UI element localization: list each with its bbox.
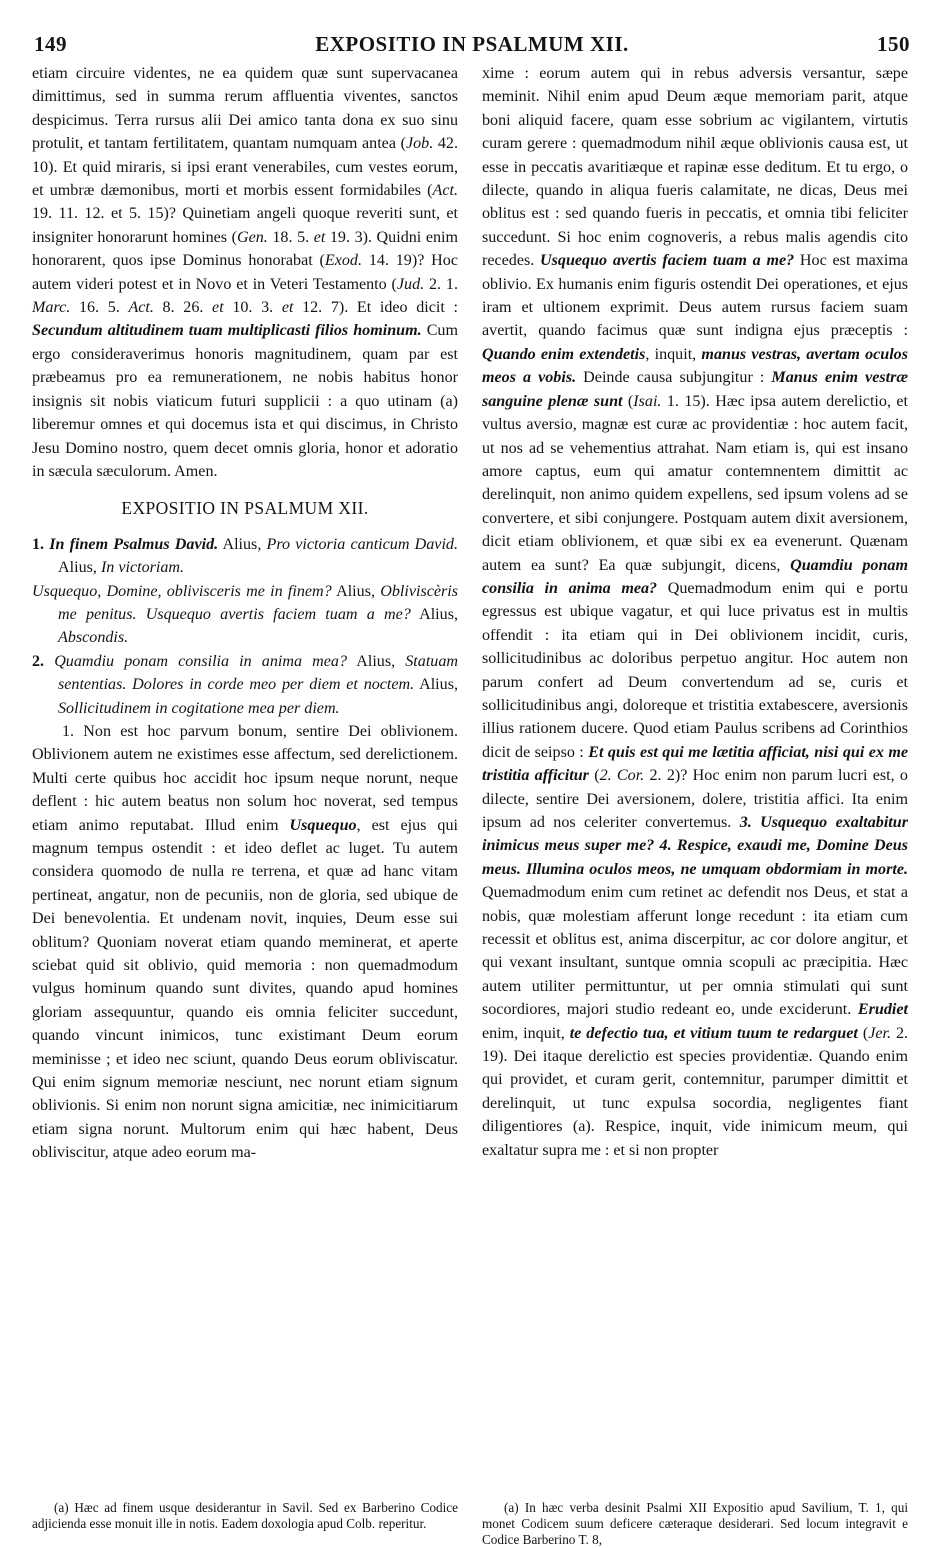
running-head xyxy=(34,30,910,60)
verse-2: 2. Quamdiu ponam consilia in anima mea? Alius, Statuam sententias. Dolores in corde meo per diem et noctem. Alius, Sollicitudinem in cogitatione mea per diem. xyxy=(32,652,459,717)
right-column xyxy=(482,62,908,1162)
footnote-left-text: (a) Hæc ad finem usque desiderantur in Savil. Sed ex Barberino Codice adjicienda esse monuit ille in notis. Eadem doxologia apud Colb. reperitur. xyxy=(32,1500,458,1531)
page-number-left: 149 xyxy=(34,32,67,56)
running-title: EXPOSITIO IN PSALMUM XII. xyxy=(315,32,629,56)
page-number-right: 150 xyxy=(877,32,910,56)
verse-1: 1. In finem Psalmus David. Alius, Pro victoria canticum David. Alius, In victoriam. xyxy=(32,535,458,577)
verse-1-continued: Usquequo, Domine, oblivisceris me in finem? Alius, Obliviscèris me penitus. Usquequo avertis faciem tuam a me? Alius, Abscondis. xyxy=(32,582,458,647)
footnote-right xyxy=(482,1500,908,1548)
continued-paragraph: etiam circuire videntes, ne ea quidem quæ sunt supervacanea dimittimus, sed in summa rerum affluentia viventes, sanctos despicimus. Terra rursus alii Dei amico tanta dona ex suo sinu protulit, et tantam fertilitatem, quantam numquam antea (Job. 42. 10). Et quid miraris, si ipsi erant venerabiles, cum vestes eorum, et umbræ dæmonibus, morti et morbis essent formidabiles (Act. 19. 11. 12. et 5. 15)? Quinetiam angeli quoque reveriti sunt, et insigniter honorarunt homines (Gen. 18. 5. et 19. 3). Quidni enim honorarent, quos ipse Dominus honorabat (Exod. 14. 19)? Hoc autem videri potest et in Novo et in Veteri Testamento (Jud. 2. 1. Marc. 16. 5. Act. 8. 26. et 10. 3. et 12. 7). Et ideo dicit : Secundum altitudinem tuam multiplicasti filios hominum. Cum ergo consideraverimus honoris magnitudinem, quam par est præbeamus pro ea remunerationem, ne nobis habitus honor insignis sit nobis viaticum futuri supplicii : a quo utinam (a) liberemur omnes et qui docemus ista et qui discimus, in Christo Jesu Domino nostro, quem decet omnis gloria, honor et adoratio in sæcula sæculorum. Amen. xyxy=(32,65,458,480)
footnote-right-text: (a) In hæc verba desinit Psalmi XII Expositio apud Savilium, T. 1, qui monet Codicem suum deficere cæteraque desiderari. Sed locum integravit e Codice Barberino T. 8, xyxy=(482,1500,908,1547)
footnote-left xyxy=(32,1500,458,1532)
section-title: EXPOSITIO IN PSALMUM XII. xyxy=(121,498,369,519)
commentary-paragraph: 1. Non est hoc parvum bonum, sentire Dei oblivionem. Oblivionem autem ne existimes esse affectum, sed derelictionem. Multi certe quibus hoc accidit hoc ipsum neque norunt, neque deflent : hic autem beatus non solum hoc noverat, sed tempus etiam animo reputabat. Illud enim Usquequo, est ejus qui magnum tempus ostendit : et ideo deflet ac luget. Tu autem considera quomodo de nulla re terrena, et quæ ad hanc vitam pertineat, angatur, non de pecuniis, non de gloria, sed ubique de Dei benevolentia. Et undenam novit, inquies, Deum esse sui oblitum? Quoniam noverat etiam quando meminerat, et aperte sciebat quid sit oblivio, quid memoria : non quemadmodum vulgus hominum quando sunt divites, quando apud homines gloriam assequuntur, quando eis omnia feliciter succedunt, quando vincunt inimicos, tunc existimant Deum eorum meminisse ; et ideo nec sciunt, quando Deus eorum obliviscatur. Qui enim signum memoriæ nesciunt, nec norunt etiam signum oblivionis. Si enim non norunt signa amicitiæ, nec inimicitiarum etiam signa norunt. Multorum enim qui hæc habent, Deus obliviscitur, atque adeo eorum ma- xyxy=(32,722,458,1162)
left-column xyxy=(32,62,458,1165)
right-column-text: xime : eorum autem qui in rebus adversis versantur, sæpe meminit. Nihil enim apud Deum æque memoriam parit, atque boni aliquid facere, quam esse sobrium ac vigilantem, virtutis curam gerere : quemadmodum nihil æque oblivionis causa est, ut esse in peccatis avaritiæque et rapinæ esse deditum. Et tu ergo, o dilecte, quando in aliqua fueris calamitate, ne dicas, Deus mei oblitus est : sed quando fueris in peccatis, et omnia tibi feliciter succedunt. Si hoc enim cognoveris, a rebus malis agendis cito recedes. Usquequo avertis faciem tuam a me? Hoc est maxima oblivio. Ex humanis enim figuris ostendit Dei operationes, et ejus iram et ultionem exprimit. Deus autem rursus faciem suam avertit, quando facimus quæ sunt indigna ejus præceptis : Quando enim extendetis, inquit, manus vestras, avertam oculos meos a vobis. Deinde causa subjungitur : Manus enim vestræ sanguine plenæ sunt (Isai. 1. 15). Hæc ipsa autem derelictio, et vultus aversio, magnæ est curæ ac providentiæ : hoc autem facit, ut nos ad se vehementius attrahat. Nam etiam is, qui est insano amore captus, eum qui amatur contemnentem dimittit ac derelinquit, non animo quidem expellens, sed ipsum volens ad se convertere, et sibi conjungere. Postquam autem dixit aversionem, dicit etiam oblivionem, et quæ sibi ex ea evenerunt. Quænam autem ea sunt? Ea quæ subjungit, dicens, Quamdiu ponam consilia in anima mea? Quemadmodum enim qui e portu egressus est ubique vagatur, et qui luce privatus est in multis offendit : ita etiam qui in Dei oblivionem incidit, curis, sollicitudinibus ac doloribus perpetuo angitur. Hoc autem non parum confert ad Deum convertendum ad se, curis et sollicitudinibus angi, doloreque et tristitia extabescere, aversionis illius rationem ducere. Quod etiam Paulus scribens ad Corinthios dicit de seipso : Et quis est qui me lætitia afficiat, nisi qui ex me tristitia afficitur (2. Cor. 2. 2)? Hoc enim non parum lucri est, o dilecte, sentire Dei aversionem, dolere, tristitia affici. Ita enim ipsum ad nos celeriter convertemus. 3. Usquequo exaltabitur inimicus meus super me? 4. Respice, exaudi me, Domine Deus meus. Illumina oculos meos, ne umquam obdormiam in morte. Quemadmodum enim cum retinet ac defendit nos Deus, et stat a nobis, quæ molestiam afferunt longe recedunt : ita etiam cum recessit et oblitus est, anima discerpitur, ac cor dolore angitur, et qui vexant insultant, suntque omnia scopuli ac præcipitia. Hæc autem utiliter permittuntur, ut per omnia stimulati qui sunt socordiores, majori studio redeant eo, unde exciderunt. Erudiet enim, inquit, te defectio tua, et vitium tuum te redarguet (Jer. 2. 19). Dei itaque derelictio est species providentiæ. Quando enim qui providet, et curam gerit, contemnitur, parumper dimittit et derelinquit, ut tunc expulsa socordia, negligentes fiant diligentiores (a). Respice, inquit, vide inimicum meum, qui exaltatur supra me : et si non propter xyxy=(482,65,909,1159)
